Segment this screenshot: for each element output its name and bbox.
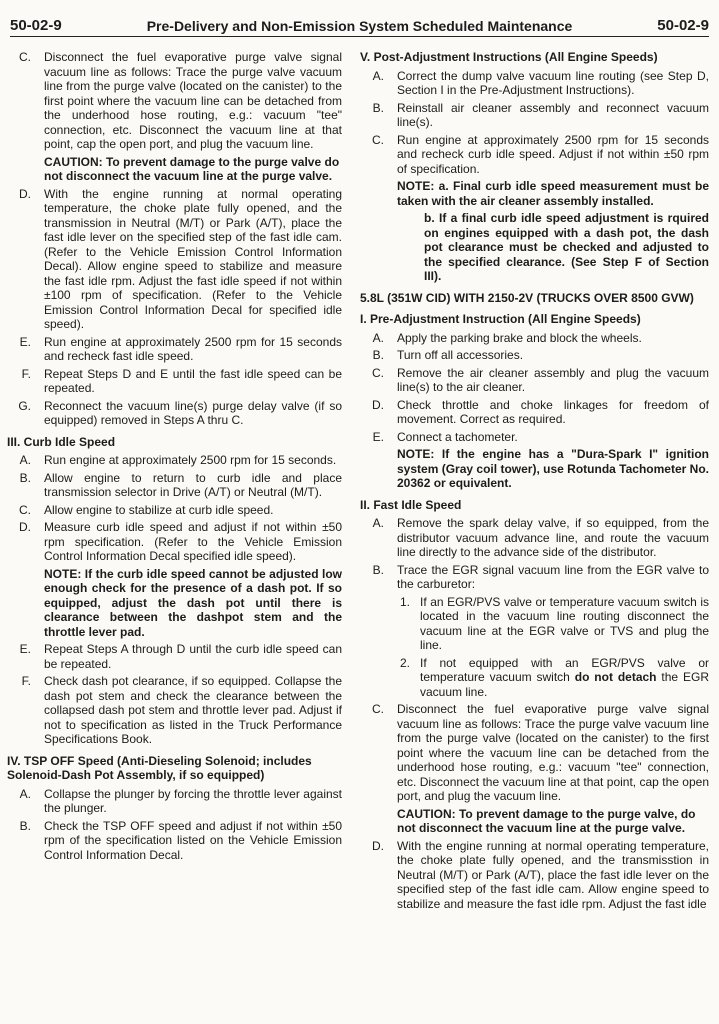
step-g: G. Reconnect the vacuum line(s) purge delay valve (if so equipped) removed in Steps A thru C. bbox=[18, 398, 342, 427]
step-c: C. Disconnect the fuel evaporative purge valve signal vacuum line as follows: Trace the purge valve vacuum line from the purge valve (located on the canister) to the first point where the vacuum line can be detached from the underhood hose routing, e.g.: vacuum "tee" connection, etc. Disconnect the vacuum line at that point, cap the open port, and plug the vacuum line. bbox=[19, 50, 342, 151]
section-heading: I. Pre-Adjustment Instruction (All Engine Speeds) bbox=[360, 312, 641, 326]
page-title: Pre-Delivery and Non-Emission System Scheduled Maintenance bbox=[146, 18, 573, 34]
section-heading: III. Curb Idle Speed bbox=[7, 434, 116, 449]
note-dash-pot: NOTE: If the curb idle speed cannot be adjusted low enough check for the presence of a dash pot. If so equipped, adjust the dash pot until there is clearance between the dashpot stem and the throttle lever pad. bbox=[44, 566, 342, 639]
step-a: A. Correct the dump valve vacuum line routing (see Step D, Section I in the Pre-Adjustment Instructions). bbox=[372, 68, 709, 97]
substep-2: 2. If not equipped with an EGR/PVS valve or temperature vacuum switch do not detach the EGR vacuum line. bbox=[399, 655, 709, 699]
step-a: A. Remove the spark delay valve, if so equipped, from the distributor vacuum advance line, and route the vacuum line directly to the advance side of the distributor. bbox=[372, 516, 709, 559]
section-heading: V. Post-Adjustment Instructions (All Engine Speeds) bbox=[360, 50, 658, 64]
step-e: E. Run engine at approximately 2500 rpm for 15 seconds and recheck fast idle speed. bbox=[19, 334, 342, 363]
step-b: B. Reinstall air cleaner assembly and reconnect vacuum line(s). bbox=[372, 100, 709, 129]
step-e: E. Repeat Steps A through D until the curb idle speed can be repeated. bbox=[19, 642, 342, 671]
step-a: A. Collapse the plunger by forcing the throttle lever against the plunger. bbox=[19, 786, 342, 815]
note-dura-spark: NOTE: If the engine has a "Dura-Spark I" ignition system (Gray coil tower), use Rotunda Tachometer No. 20362 or equivalent. bbox=[397, 447, 709, 490]
engine-heading: 5.8L (351W CID) WITH 2150-2V (TRUCKS OVER 8500 GVW) bbox=[360, 290, 694, 305]
right-column bbox=[360, 50, 709, 914]
left-column bbox=[7, 50, 342, 865]
step-b: B. Trace the EGR signal vacuum line from the EGR valve to the carburetor: bbox=[372, 562, 709, 591]
step-c: C. Remove the air cleaner assembly and plug the vacuum line(s) to the air cleaner. bbox=[372, 365, 709, 394]
step-b: B. Allow engine to return to curb idle and place transmission selector in Drive (A/T) or Neutral (M/T). bbox=[19, 470, 342, 499]
step-a: A. Apply the parking brake and block the wheels. bbox=[372, 330, 642, 345]
note-a: NOTE: a. Final curb idle speed measurement must be taken with the air cleaner assembly installed. bbox=[397, 179, 709, 208]
step-d: D. With the engine running at normal operating temperature, the choke plate fully opened, and the transmission in Neutral (M/T) or Park (A/T), place the fast idle lever on the specified step of the fast idle cam. (Refer to the Vehicle Emission Control Information Decal). Allow engine speed to stabilize and measure the fast idle rpm. Adjust the fast idle speed if not within ±100 rpm of specification. (Refer to the Vehicle Emission Control Information Decal for specified idle speed). bbox=[19, 186, 342, 331]
step-f: F. Repeat Steps D and E until the fast idle speed can be repeated. bbox=[21, 366, 342, 395]
section-heading: II. Fast Idle Speed bbox=[360, 497, 462, 512]
step-f: F. Check dash pot clearance, if so equipped. Collapse the dash pot stem and check the clearance between the collapsed dash pot stem and throttle lever pad. Adjust if not to specification as listed in the Truck Performance Specifications Book. bbox=[21, 674, 342, 746]
step-b: B. Check the TSP OFF speed and adjust if not within ±50 rpm of the specification listed on the Vehicle Emission Control Information Decal. bbox=[19, 818, 342, 862]
caution-purge-valve: CAUTION: To prevent damage to the purge valve do not disconnect the vacuum line at the purge valve. bbox=[44, 154, 340, 183]
caution-purge-valve: CAUTION: To prevent damage to the purge valve, do not disconnect the vacuum line at the purge valve. bbox=[397, 806, 696, 835]
step-d: D. Check throttle and choke linkages for freedom of movement. Correct as required. bbox=[372, 397, 709, 426]
substep-1: 1. If an EGR/PVS valve or temperature vacuum switch is located in the vacuum line routing disconnect the vacuum line at the EGR valve or TVS and plug the line. bbox=[399, 594, 709, 652]
step-d: D. With the engine running at normal operating temperature, the choke plate fully opened, and the transmisstion in Neutral (M/T) or Park (A/T), place the fast idle lever on the specified step of the fast idle cam. Allow engine speed to stabilize and measure the fast idle rpm. Adjust the fast idle bbox=[372, 838, 709, 911]
step-e: E. Connect a tachometer. bbox=[372, 429, 518, 444]
step-d: D. Measure curb idle speed and adjust if not within ±50 rpm specification. (Refer to the Vehicle Emission Control Information Decal specified idle speed). bbox=[19, 520, 342, 563]
step-c: C. Allow engine to stabilize at curb idle speed. bbox=[19, 502, 274, 517]
page-header bbox=[10, 10, 709, 37]
step-a: A. Run engine at approximately 2500 rpm for 15 seconds. bbox=[19, 453, 337, 467]
section-heading: IV. TSP OFF Speed (Anti-Dieseling Solenoid; includes Solenoid-Dash Pot Assembly, if so equipped) bbox=[7, 753, 312, 782]
page-number-right: 50-02-9 bbox=[657, 17, 709, 34]
step-c: C. Disconnect the fuel evaporative purge valve signal vacuum line as follows: Trace the purge valve vacuum line from the purge valve (located on the canister) to the first point where the vacuum line can be detached from the underhood hose routing, e.g.: vacuum "tee" connection, etc. Disconnect the vacuum line at that point, cap the open port, and plug the vacuum line. bbox=[372, 702, 709, 803]
step-b: B. Turn off all accessories. bbox=[372, 348, 524, 362]
page-number-left: 50-02-9 bbox=[10, 17, 62, 34]
note-b: b. If a final curb idle speed adjustment is rquired on engines equipped with a dash pot, the dash pot clearance must be checked and adjusted to the specified clearance. (See Step F of Section III). bbox=[424, 211, 709, 283]
step-c: C. Run engine at approximately 2500 rpm for 15 seconds and recheck curb idle speed. Adjust if not within ±50 rpm of specification. bbox=[372, 132, 709, 176]
